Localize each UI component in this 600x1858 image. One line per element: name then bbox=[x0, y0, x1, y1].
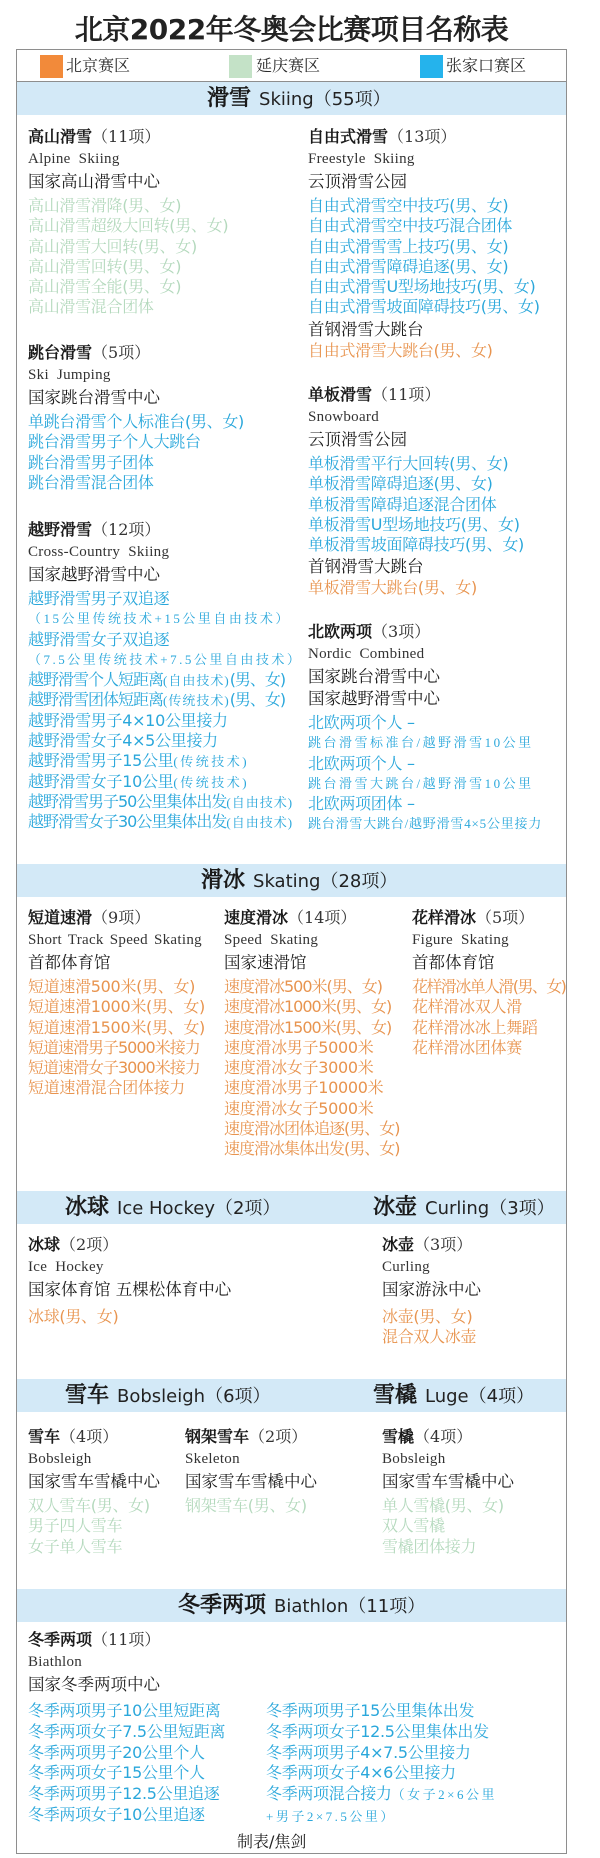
section-title-cn: 冰壶 bbox=[373, 1195, 418, 1220]
event-item: 自由式滑雪大跳台(男、女) bbox=[308, 340, 493, 360]
event-item: 自由式滑雪U型场地技巧(男、女) bbox=[308, 277, 536, 297]
event-item: 高山滑雪超级大回转(男、女) bbox=[28, 216, 229, 236]
discipline-name: 雪车 bbox=[28, 1427, 61, 1446]
discipline-english-name: Figure Skating bbox=[412, 932, 509, 948]
section-title-skiing bbox=[207, 82, 391, 115]
discipline-header bbox=[224, 907, 400, 929]
section-count: （2项） bbox=[214, 1198, 281, 1219]
discipline-cross-country-skiing bbox=[28, 519, 302, 833]
section-title-en: Curling bbox=[425, 1198, 490, 1219]
legend-label-yanqing: 延庆赛区 bbox=[256, 56, 321, 75]
event-item: 单人雪橇(男、女) bbox=[382, 1496, 504, 1515]
section-title-cn: 雪橇 bbox=[373, 1383, 418, 1408]
event-text: 越野滑雪女子30公里集体出发 bbox=[28, 812, 227, 832]
event-item bbox=[28, 670, 302, 690]
venue: 国家雪车雪橇中心 bbox=[382, 1472, 514, 1491]
event-item: 短道速滑1000米(男、女) bbox=[28, 997, 206, 1017]
event-note: (自由技术) bbox=[163, 673, 230, 689]
discipline-count: （3项） bbox=[414, 1235, 473, 1254]
section-title-cn: 冰球 bbox=[65, 1195, 110, 1220]
event-note: (自由技术) bbox=[226, 815, 294, 831]
event-list bbox=[185, 1496, 317, 1516]
section-count: （28项） bbox=[320, 871, 398, 892]
event-item: 花样滑冰单人滑(男、女) bbox=[412, 977, 566, 996]
discipline-nordic-combined bbox=[308, 621, 542, 835]
venue: 国家跳台滑雪中心 bbox=[28, 388, 160, 407]
discipline-english-name: Nordic Combined bbox=[308, 646, 425, 662]
section-title-en: Ice Hockey bbox=[117, 1198, 215, 1219]
event-item: 单跳台滑雪个人标准台(男、女) bbox=[28, 412, 244, 431]
section-header-bobsleigh-luge bbox=[17, 1379, 566, 1412]
event-item: 北欧两项团体 – bbox=[308, 794, 415, 814]
event-note: (自由技术) bbox=[226, 794, 294, 810]
discipline-english-name: Freestyle Skiing bbox=[308, 151, 415, 167]
event-item: 自由式滑雪坡面障碍技巧(男、女) bbox=[308, 297, 540, 317]
event-note: （7.5公里传统技术+7.5公里自由技术） bbox=[28, 651, 303, 667]
event-item: 雪橇团体接力 bbox=[382, 1536, 477, 1556]
discipline-name: 自由式滑雪 bbox=[308, 127, 389, 146]
discipline-count: （2项） bbox=[249, 1427, 308, 1446]
discipline-english-name: Short Track Speed Skating bbox=[28, 932, 202, 948]
discipline-figure-skating bbox=[412, 907, 565, 1058]
discipline-english-name: Skeleton bbox=[185, 1451, 240, 1467]
event-note: 跳台滑雪大跳台/越野滑雪4×5公里接力 bbox=[308, 816, 543, 832]
event-item: 双人雪车(男、女) bbox=[28, 1496, 150, 1515]
event-item: 短道速滑1500米(男、女) bbox=[28, 1017, 206, 1037]
event-item: 花样滑冰冰上舞蹈 bbox=[412, 1017, 538, 1037]
discipline-header bbox=[28, 342, 244, 364]
event-item: 速度滑冰女子3000米 bbox=[224, 1058, 374, 1078]
event-item: 女子单人雪车 bbox=[28, 1536, 123, 1556]
section-count: （55项） bbox=[313, 89, 391, 110]
event-item: 自由式滑雪障碍追逐(男、女) bbox=[308, 256, 509, 276]
event-list bbox=[28, 1496, 160, 1557]
legend-label-zhangjiakou: 张家口赛区 bbox=[446, 56, 527, 75]
event-item bbox=[266, 1784, 516, 1828]
venue: 国家冬季两项中心 bbox=[28, 1675, 160, 1694]
discipline-name: 雪橇 bbox=[382, 1427, 415, 1446]
event-text: 冬季两项混合接力 bbox=[266, 1784, 392, 1804]
event-gender: (男、女) bbox=[229, 670, 286, 690]
event-note: （15公里传统技术+15公里自由技术） bbox=[28, 611, 291, 627]
section-title-ice-hockey bbox=[65, 1191, 280, 1224]
event-item: 冬季两项男子12.5公里追逐 bbox=[28, 1784, 220, 1804]
discipline-name: 冰壶 bbox=[382, 1235, 415, 1254]
event-item bbox=[28, 751, 302, 771]
venue: 国家速滑馆 bbox=[224, 953, 307, 972]
event-item: 单板滑雪平行大回转(男、女) bbox=[308, 454, 509, 473]
venue: 国家高山滑雪中心 bbox=[28, 172, 160, 191]
discipline-english-name: Bobsleigh bbox=[28, 1451, 92, 1467]
event-list bbox=[28, 589, 302, 833]
discipline-header bbox=[28, 1234, 231, 1256]
credit: 制表/焦剑 bbox=[237, 1832, 307, 1851]
section-header-skating bbox=[17, 864, 566, 897]
section-title-cn: 滑雪 bbox=[207, 86, 252, 111]
event-column-right bbox=[266, 1701, 516, 1828]
section-count: （6项） bbox=[205, 1386, 271, 1407]
discipline-english-name: Curling bbox=[382, 1259, 430, 1275]
event-item: 冬季两项女子12.5公里集体出发 bbox=[266, 1721, 489, 1741]
event-note: (传统技术) bbox=[173, 754, 250, 770]
discipline-count: （9项） bbox=[92, 908, 151, 927]
discipline-header bbox=[308, 621, 542, 643]
discipline-freestyle-skiing bbox=[308, 126, 540, 361]
event-item: 速度滑冰女子5000米 bbox=[224, 1098, 374, 1118]
event-text: 越野滑雪女子10公里 bbox=[28, 771, 174, 791]
event-item: 越野滑雪女子双追逐 bbox=[28, 629, 170, 649]
discipline-name: 北欧两项 bbox=[308, 622, 373, 641]
discipline-header bbox=[28, 519, 302, 541]
event-item: 速度滑冰男子10000米 bbox=[224, 1078, 384, 1098]
event-item: 越野滑雪男子双追逐 bbox=[28, 589, 170, 608]
zone-legend bbox=[16, 49, 567, 82]
event-list bbox=[28, 977, 205, 1099]
event-list bbox=[308, 341, 540, 361]
section-header-ice-hockey-curling bbox=[17, 1191, 566, 1224]
discipline-name: 越野滑雪 bbox=[28, 520, 93, 539]
event-item: 双人雪橇 bbox=[382, 1516, 445, 1536]
event-item: 冬季两项女子15公里个人 bbox=[28, 1763, 205, 1783]
event-item: 高山滑雪大回转(男、女) bbox=[28, 236, 197, 256]
venue: 首钢滑雪大跳台 bbox=[308, 557, 424, 577]
event-list bbox=[308, 454, 524, 555]
event-item: 高山滑雪回转(男、女) bbox=[28, 256, 182, 276]
event-item: 北欧两项个人 – bbox=[308, 713, 415, 732]
event-item: 短道速滑混合团体接力 bbox=[28, 1078, 186, 1098]
section-title-cn: 滑冰 bbox=[201, 868, 246, 893]
section-title-curling bbox=[373, 1191, 555, 1224]
event-item: 冬季两项女子4×6公里接力 bbox=[266, 1763, 456, 1783]
section-title-en: Skiing bbox=[259, 89, 314, 110]
event-item: 高山滑雪全能(男、女) bbox=[28, 277, 182, 297]
discipline-name: 钢架雪车 bbox=[185, 1427, 250, 1446]
discipline-count: （4项） bbox=[414, 1427, 473, 1446]
discipline-ski-jumping bbox=[28, 342, 244, 493]
discipline-english-name: Biathlon bbox=[28, 1654, 83, 1670]
event-item: 速度滑冰1500米(男、女) bbox=[224, 1017, 392, 1037]
discipline-header bbox=[28, 126, 228, 148]
discipline-name: 花样滑冰 bbox=[412, 908, 477, 927]
event-list bbox=[412, 977, 565, 1058]
event-item: 越野滑雪女子4×5公里接力 bbox=[28, 731, 218, 751]
discipline-english-name: Snowboard bbox=[308, 409, 380, 425]
discipline-english-name: Ice Hockey bbox=[28, 1259, 104, 1275]
venue: 国家越野滑雪中心 bbox=[28, 565, 160, 584]
discipline-count: （12项） bbox=[92, 520, 161, 539]
event-item: 高山滑雪混合团体 bbox=[28, 297, 154, 317]
event-item: 短道速滑500米(男、女) bbox=[28, 977, 196, 996]
discipline-english-name: Bobsleigh bbox=[382, 1451, 446, 1467]
discipline-english-name: Ski Jumping bbox=[28, 367, 111, 383]
discipline-biathlon bbox=[28, 1629, 497, 1826]
section-title-bobsleigh bbox=[65, 1379, 271, 1412]
event-gender: (男、女) bbox=[229, 690, 286, 710]
event-list bbox=[382, 1307, 481, 1348]
discipline-count: （11项） bbox=[372, 385, 441, 404]
event-column-left bbox=[28, 1701, 225, 1826]
event-item: 钢架雪车(男、女) bbox=[185, 1496, 307, 1515]
event-item: 自由式滑雪空中技巧(男、女) bbox=[308, 196, 509, 215]
discipline-count: （3项） bbox=[372, 622, 431, 641]
event-item: 短道速滑女子3000米接力 bbox=[28, 1058, 200, 1078]
section-title-en: Biathlon bbox=[274, 1596, 349, 1617]
discipline-short-track bbox=[28, 907, 205, 1099]
event-note: 跳台滑雪大跳台/越野滑雪10公里 bbox=[308, 775, 534, 791]
event-item: 花样滑冰团体赛 bbox=[412, 1037, 522, 1057]
event-item bbox=[28, 792, 302, 812]
venue: 首都体育馆 bbox=[412, 953, 495, 972]
discipline-curling bbox=[382, 1234, 481, 1348]
venue: 国家体育馆 五棵松体育中心 bbox=[28, 1280, 232, 1299]
event-list bbox=[28, 196, 228, 318]
section-title-biathlon bbox=[178, 1589, 425, 1622]
section-header-skiing bbox=[17, 82, 566, 115]
discipline-speed-skating bbox=[224, 907, 400, 1160]
discipline-english-name: Alpine Skiing bbox=[28, 151, 120, 167]
event-item: 冰壶(男、女) bbox=[382, 1307, 473, 1326]
discipline-count: （11项） bbox=[92, 127, 161, 146]
venue: 首钢滑雪大跳台 bbox=[308, 319, 424, 339]
event-list bbox=[28, 1307, 231, 1327]
event-note: (传统技术) bbox=[163, 693, 230, 709]
event-list bbox=[28, 1701, 497, 1826]
event-note: 跳台滑雪标准台/越野滑雪10公里 bbox=[308, 735, 534, 751]
event-list bbox=[224, 977, 400, 1160]
discipline-header bbox=[412, 907, 565, 929]
event-text: 越野滑雪个人短距离 bbox=[28, 670, 164, 690]
discipline-name: 短道速滑 bbox=[28, 908, 93, 927]
event-item bbox=[28, 812, 302, 832]
event-item bbox=[28, 690, 302, 710]
event-list bbox=[308, 196, 540, 318]
event-item: 冬季两项男子20公里个人 bbox=[28, 1742, 205, 1762]
venue: 首都体育馆 bbox=[28, 953, 111, 972]
discipline-name: 冰球 bbox=[28, 1235, 61, 1254]
event-note: （女子2×6公里+男子2×7.5公里） bbox=[266, 1787, 497, 1824]
discipline-header bbox=[185, 1426, 317, 1448]
venue: 云顶滑雪公园 bbox=[308, 172, 407, 191]
discipline-luge bbox=[382, 1426, 514, 1557]
event-item: 速度滑冰500米(男、女) bbox=[224, 977, 383, 996]
discipline-count: （4项） bbox=[60, 1427, 119, 1446]
legend-swatch-beijing bbox=[40, 55, 63, 78]
discipline-name: 单板滑雪 bbox=[308, 385, 373, 404]
event-item bbox=[28, 772, 302, 792]
event-list bbox=[382, 1496, 514, 1557]
event-item: 高山滑雪滑降(男、女) bbox=[28, 196, 182, 215]
discipline-count: （14项） bbox=[288, 908, 357, 927]
venue: 国家游泳中心 bbox=[382, 1280, 481, 1299]
legend-swatch-yanqing bbox=[229, 55, 252, 78]
discipline-count: （5项） bbox=[92, 343, 151, 362]
discipline-name: 高山滑雪 bbox=[28, 127, 93, 146]
event-item: 冬季两项男子15公里集体出发 bbox=[266, 1701, 475, 1720]
event-item: 跳台滑雪男子个人大跳台 bbox=[28, 432, 201, 452]
discipline-header bbox=[308, 384, 524, 406]
discipline-header bbox=[382, 1426, 514, 1448]
discipline-name: 冬季两项 bbox=[28, 1630, 93, 1649]
discipline-alpine-skiing bbox=[28, 126, 228, 318]
discipline-ice-hockey bbox=[28, 1234, 231, 1327]
section-title-skating bbox=[201, 864, 397, 897]
discipline-count: （11项） bbox=[92, 1630, 161, 1649]
event-text: 越野滑雪团体短距离 bbox=[28, 690, 164, 710]
section-title-cn: 冬季两项 bbox=[178, 1593, 267, 1618]
event-list bbox=[308, 713, 542, 835]
venue: 国家跳台滑雪中心 bbox=[308, 667, 440, 686]
discipline-count: （5项） bbox=[476, 908, 535, 927]
discipline-english-name: Speed Skating bbox=[224, 932, 319, 948]
discipline-header bbox=[28, 1426, 160, 1448]
event-item: 自由式滑雪雪上技巧(男、女) bbox=[308, 236, 509, 256]
section-title-en: Bobsleigh bbox=[117, 1386, 206, 1407]
section-title-en: Skating bbox=[253, 871, 321, 892]
venue: 国家雪车雪橇中心 bbox=[28, 1472, 160, 1491]
venue: 国家越野滑雪中心 bbox=[308, 689, 440, 708]
event-text: 越野滑雪男子50公里集体出发 bbox=[28, 791, 227, 811]
event-item: 单板滑雪大跳台(男、女) bbox=[308, 578, 477, 598]
discipline-header bbox=[28, 1629, 225, 1651]
discipline-count: （13项） bbox=[388, 127, 457, 146]
event-item: 单板滑雪坡面障碍技巧(男、女) bbox=[308, 535, 524, 555]
event-item: 速度滑冰团体追逐(男、女) bbox=[224, 1119, 400, 1139]
event-item: 单板滑雪障碍追逐混合团体 bbox=[308, 494, 497, 514]
event-item: 自由式滑雪空中技巧混合团体 bbox=[308, 216, 513, 236]
event-list bbox=[308, 578, 524, 598]
event-item: 混合双人冰壶 bbox=[382, 1327, 477, 1347]
event-note: (传统技术) bbox=[173, 774, 250, 790]
section-header-biathlon bbox=[17, 1589, 566, 1622]
legend-label-beijing: 北京赛区 bbox=[66, 56, 131, 75]
event-item: 跳台滑雪男子团体 bbox=[28, 452, 154, 472]
section-count: （11项） bbox=[348, 1596, 426, 1617]
discipline-header bbox=[28, 907, 205, 929]
discipline-bobsleigh bbox=[28, 1426, 160, 1557]
event-item: 越野滑雪男子4×10公里接力 bbox=[28, 710, 228, 730]
event-item: 男子四人雪车 bbox=[28, 1516, 123, 1536]
section-title-cn: 雪车 bbox=[65, 1383, 110, 1408]
event-list bbox=[28, 412, 244, 493]
page-title: 北京2022年冬奥会比赛项目名称表 bbox=[74, 13, 509, 46]
venue: 国家雪车雪橇中心 bbox=[185, 1472, 317, 1491]
event-item: 单板滑雪障碍追逐(男、女) bbox=[308, 474, 493, 494]
discipline-snowboard bbox=[308, 384, 524, 599]
event-item: 短道速滑男子5000米接力 bbox=[28, 1037, 200, 1057]
venue: 云顶滑雪公园 bbox=[308, 430, 407, 449]
discipline-header bbox=[382, 1234, 481, 1256]
event-item: 速度滑冰集体出发(男、女) bbox=[224, 1139, 400, 1159]
event-item: 冬季两项男子4×7.5公里接力 bbox=[266, 1742, 471, 1762]
event-item: 冰球(男、女) bbox=[28, 1307, 119, 1326]
discipline-skeleton bbox=[185, 1426, 317, 1516]
event-item: 冬季两项男子10公里短距离 bbox=[28, 1701, 221, 1720]
event-item: 花样滑冰双人滑 bbox=[412, 997, 522, 1017]
event-item: 速度滑冰1000米(男、女) bbox=[224, 997, 392, 1017]
event-item: 北欧两项个人 – bbox=[308, 753, 415, 773]
event-text: 越野滑雪男子15公里 bbox=[28, 751, 174, 771]
section-count: （4项） bbox=[468, 1386, 535, 1407]
discipline-name: 速度滑冰 bbox=[224, 908, 289, 927]
section-title-luge bbox=[373, 1379, 534, 1412]
discipline-english-name: Cross-Country Skiing bbox=[28, 544, 170, 560]
legend-swatch-zhangjiakou bbox=[420, 55, 443, 78]
event-item: 冬季两项女子7.5公里短距离 bbox=[28, 1721, 226, 1741]
discipline-count: （2项） bbox=[60, 1235, 119, 1254]
section-count: （3项） bbox=[489, 1198, 555, 1219]
event-item: 跳台滑雪混合团体 bbox=[28, 472, 154, 492]
event-item: 单板滑雪U型场地技巧(男、女) bbox=[308, 514, 520, 534]
event-item: 冬季两项女子10公里追逐 bbox=[28, 1804, 205, 1824]
section-title-en: Luge bbox=[425, 1386, 469, 1407]
discipline-header bbox=[308, 126, 540, 148]
event-item: 速度滑冰男子5000米 bbox=[224, 1037, 374, 1057]
discipline-name: 跳台滑雪 bbox=[28, 343, 93, 362]
